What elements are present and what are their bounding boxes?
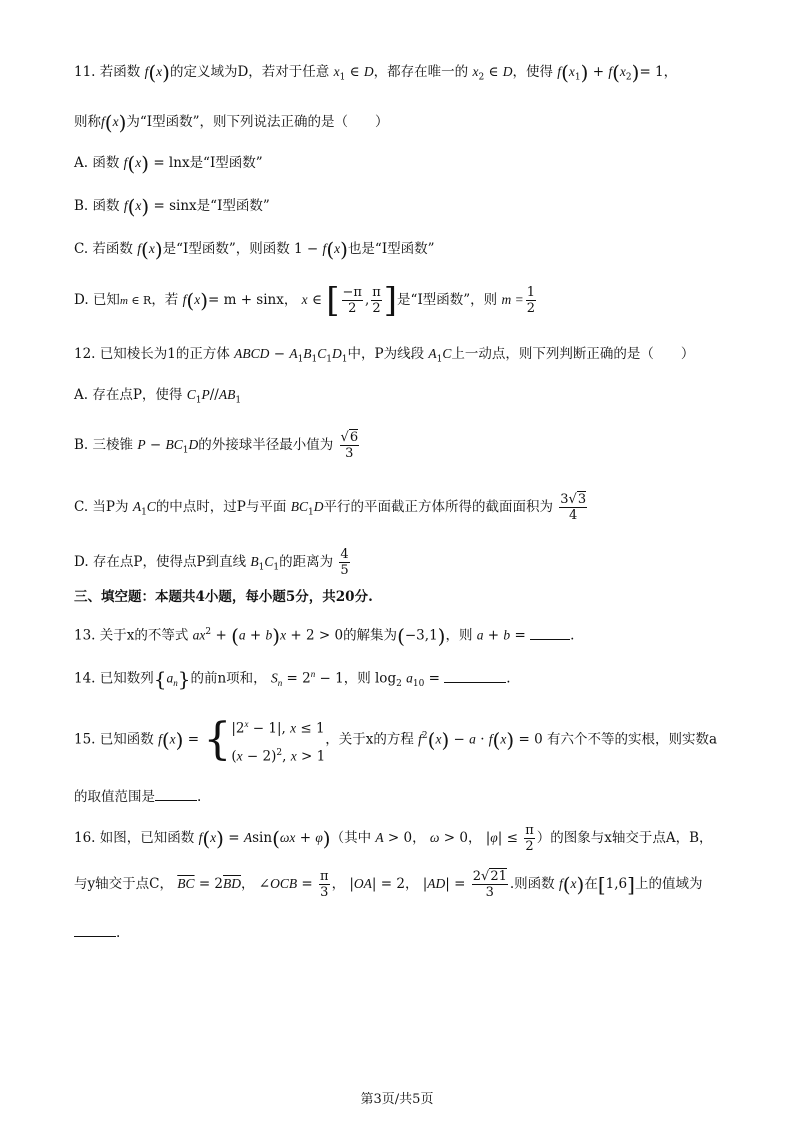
q11-option-b: B. 函数 f(x) = sinx是“I型函数” — [74, 194, 270, 219]
q11-option-c: C. 若函数 f(x)是“I型函数”，则函数 1 − f(x)也是“I型函数” — [74, 237, 435, 262]
q15-stem: 15. 已知函数 f(x) = { $|2^x - 1|$, x ≤ 1 $(x - 2)^2$, x > 1 ，关于x的方程 $f^2(x) - a \cdot f(x) = 0$ 有六个不等的实根，则实数a — [74, 714, 718, 765]
q11-line2: 则称f(x)为“I型函数”，则下列说法正确的是（ ） — [74, 110, 389, 135]
page-footer: 第3页/共5页 — [360, 1092, 434, 1107]
q12-option-b: B. 三棱锥 $P - BC_1D$的外接球半径最小值为 $\frac{√6}{3}$ — [74, 430, 359, 461]
q11-line1: 11. 若函数 f(x)的定义域为D，若对于任意 $x_1$ ∈ D，都存在唯一的 $x_2$ ∈ D，使得 $f(x_1) + f(x_2)= 1$， — [74, 60, 678, 85]
q12-stem: 12. 已知棱长为1的正方体 ABCD − $A_1B_1C_1D_1$中，P为线段 $A_1C$上一动点，则下列判断正确的是（ ） — [74, 346, 695, 365]
section-heading: 三、填空题：本题共4小题，每小题5分，共20分. — [74, 589, 373, 605]
q15-line2: 的取值范围是 . — [74, 786, 201, 807]
q12-option-d: D. 存在点P，使得点P到直线 $B_1C_1$的距离为 $\frac{4}{5}$ — [74, 547, 349, 578]
q15-answer-blank[interactable] — [155, 786, 197, 801]
q13: 13. 关于x的不等式 $ax^2 + (a + b)x + 2 > 0$的解集为(−3,1)，则 a + b = . — [74, 624, 575, 648]
q14: 14. 已知数列$\{a_n\}$的前n项和， $S_n = 2^n - 1$，则 $\log_2 a_{10}$ = . — [74, 667, 511, 691]
q16-line1: 16. 如图，已知函数 f(x) = Asin(ωx + φ)（其中 A > 0， ω > 0， |φ| ≤ $\frac{\pi}{2}$ ）的图象与x轴交于点A，B， — [74, 823, 713, 854]
q14-answer-blank[interactable] — [444, 668, 506, 683]
q12-option-a: A. 存在点P，使得 $C_1P//AB_1$ — [74, 387, 242, 406]
q12-option-c: C. 当P为 $A_1C$的中点时，过P与平面 $BC_1D$平行的平面截正方体所得的截面面积为 $\frac{3√3}{4}$ — [74, 492, 587, 523]
q11-option-d: D. 已知m ∈ R，若 f(x)= m + sinx， x ∈ [ $\frac{-\pi}{2}$ , $\frac{\pi}{2}$ ]是“I型函数”，则 m = $\frac{1}{2}$ — [74, 280, 535, 321]
q13-answer-blank[interactable] — [530, 625, 570, 640]
q16-line2: 与y轴交于点C， $\overline{BC} = 2\overline{BD}$， ∠OCB = $\frac{\pi}{3}$ ， |OA| = 2， |AD| = $\frac{2√21}{3}$ .则函数 f(x)在[1,6]上的值域为 — [74, 869, 703, 900]
q11-option-a: A. 函数 f(x) = lnx是“I型函数” — [74, 151, 263, 176]
q16-line3: . — [74, 922, 120, 943]
q16-answer-blank[interactable] — [74, 922, 116, 937]
